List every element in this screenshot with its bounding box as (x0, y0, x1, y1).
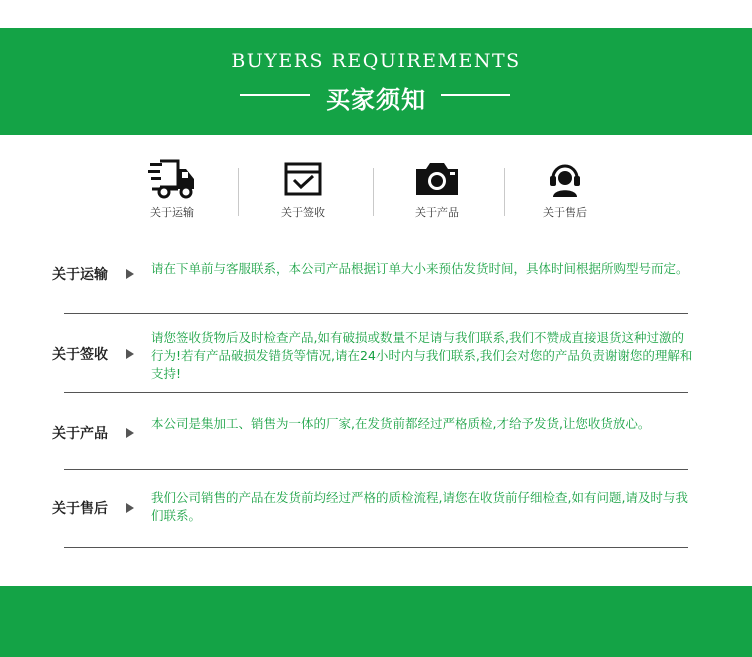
section-text: 本公司是集加工、销售为一体的厂家,在发货前都经过严格质检,才给予发货,让您收货放心。 (151, 416, 651, 431)
icon-label-aftersales: 关于售后 (543, 206, 587, 219)
section-text: 请您签收货物后及时检查产品,如有破损或数量不足请与我们联系,我们不赞成直接退货这种过激的行为!若有产品破损发错货等情况,请在24小时内与我们联系,我们会对您的产品负责谢谢您的理解和支持! (151, 330, 693, 381)
camera-icon (387, 157, 487, 201)
section-divider (64, 469, 688, 470)
truck-icon (122, 157, 222, 201)
header-divider-right (441, 94, 510, 96)
icon-item-aftersales (515, 157, 615, 220)
headset-icon (515, 157, 615, 201)
section-text: 我们公司销售的产品在发货前均经过严格的质检流程,请您在收货前仔细检查,如有问题,请及时与我们联系。 (151, 490, 688, 523)
icon-separator (238, 168, 239, 216)
icon-item-sign (253, 157, 353, 220)
icon-separator (373, 168, 374, 216)
header-banner (0, 28, 752, 135)
header-title-en: BUYERS REQUIREMENTS (231, 50, 521, 72)
sign-box-icon (253, 157, 353, 201)
arrow-right-icon (126, 503, 134, 513)
section-divider (64, 547, 688, 548)
section-label: 关于售后 (52, 501, 108, 517)
arrow-right-icon (126, 269, 134, 279)
header-divider-left (240, 94, 310, 96)
section-text: 请在下单前与客服联系，本公司产品根据订单大小来预估发货时间，具体时间根据所购型号而定。 (151, 261, 689, 276)
icon-label-sign: 关于签收 (281, 206, 325, 219)
icon-label-shipping: 关于运输 (150, 206, 194, 219)
icon-item-shipping (122, 157, 222, 220)
section-divider (64, 392, 688, 393)
header-title-cn: 买家须知 (326, 86, 426, 114)
footer-banner (0, 586, 752, 657)
icon-label-product: 关于产品 (415, 206, 459, 219)
arrow-right-icon (126, 349, 134, 359)
arrow-right-icon (126, 428, 134, 438)
icon-separator (504, 168, 505, 216)
top-margin (0, 0, 752, 28)
section-divider (64, 313, 688, 314)
section-label: 关于产品 (52, 426, 108, 442)
section-label: 关于签收 (52, 347, 108, 363)
icon-item-product (387, 157, 487, 220)
section-label: 关于运输 (52, 267, 108, 283)
